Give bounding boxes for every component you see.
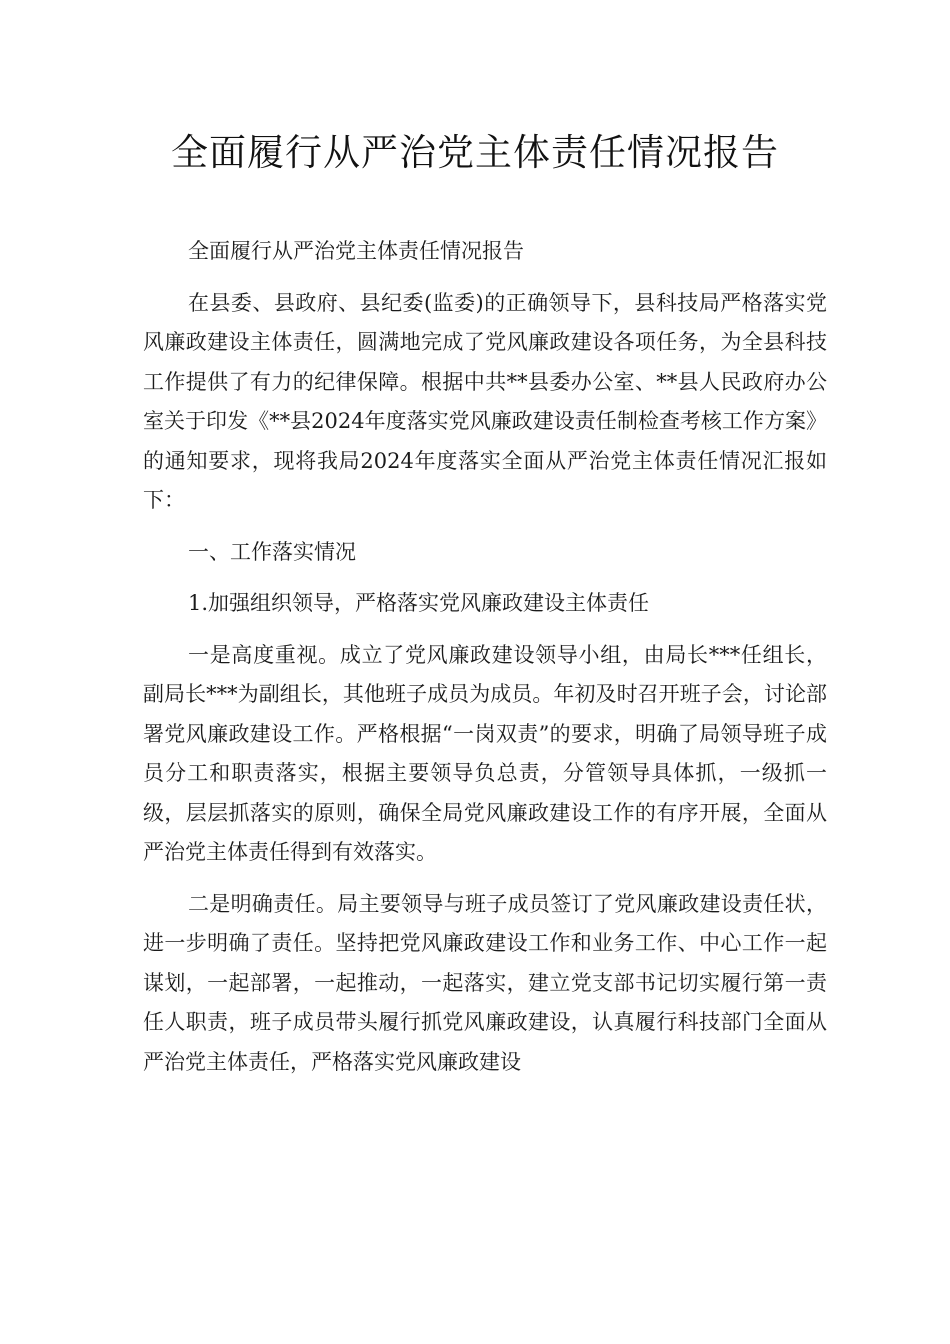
section-heading: 一、工作落实情况 (188, 539, 356, 564)
document-title: 全面履行从严治党主体责任情况报告 (171, 131, 779, 174)
paragraph-point-one: 一是高度重视。成立了党风廉政建设领导小组，由局长***任组长，副局长***为副组长，其他班子成员为成员。年初及时召开班子会，讨论部署党风廉政建设工作。严格根据“一岗双责”的要求，明确了局领导班子成员分工和职责落实，根据主要领导负总责，分管领导具体抓，一级抓一级，层层抓落实的原则，确保全局党风廉政建设工作的有序开展，全面从严治党主体责任得到有效落实。 (143, 642, 827, 864)
paragraph-intro: 在县委、县政府、县纪委(监委)的正确领导下，县科技局严格落实党风廉政建设主体责任，圆满地完成了党风廉政建设各项任务，为全县科技工作提供了有力的纪律保障。根据中共**县委办公室、**县人民政府办公室关于印发《**县2024年度落实党风廉政建设责任制检查考核工作方案》的通知要求，现将我局2024年度落实全面从严治党主体责任情况汇报如下： (143, 290, 827, 512)
paragraph-heading-repeat: 全面履行从严治党主体责任情况报告 (188, 239, 524, 263)
subsection-heading: 1.加强组织领导，严格落实党风廉政建设主体责任 (188, 591, 650, 615)
paragraph-point-two: 二是明确责任。局主要领导与班子成员签订了党风廉政建设责任状，进一步明确了责任。坚持把党风廉政建设工作和业务工作、中心工作一起谋划，一起部署，一起推动，一起落实，建立党支部书记切实履行第一责任人职责，班子成员带头履行抓党风廉政建设，认真履行科技部门全面从严治党主体责任，严格落实党风廉政建设 (143, 891, 827, 1074)
document-body (143, 232, 827, 1082)
